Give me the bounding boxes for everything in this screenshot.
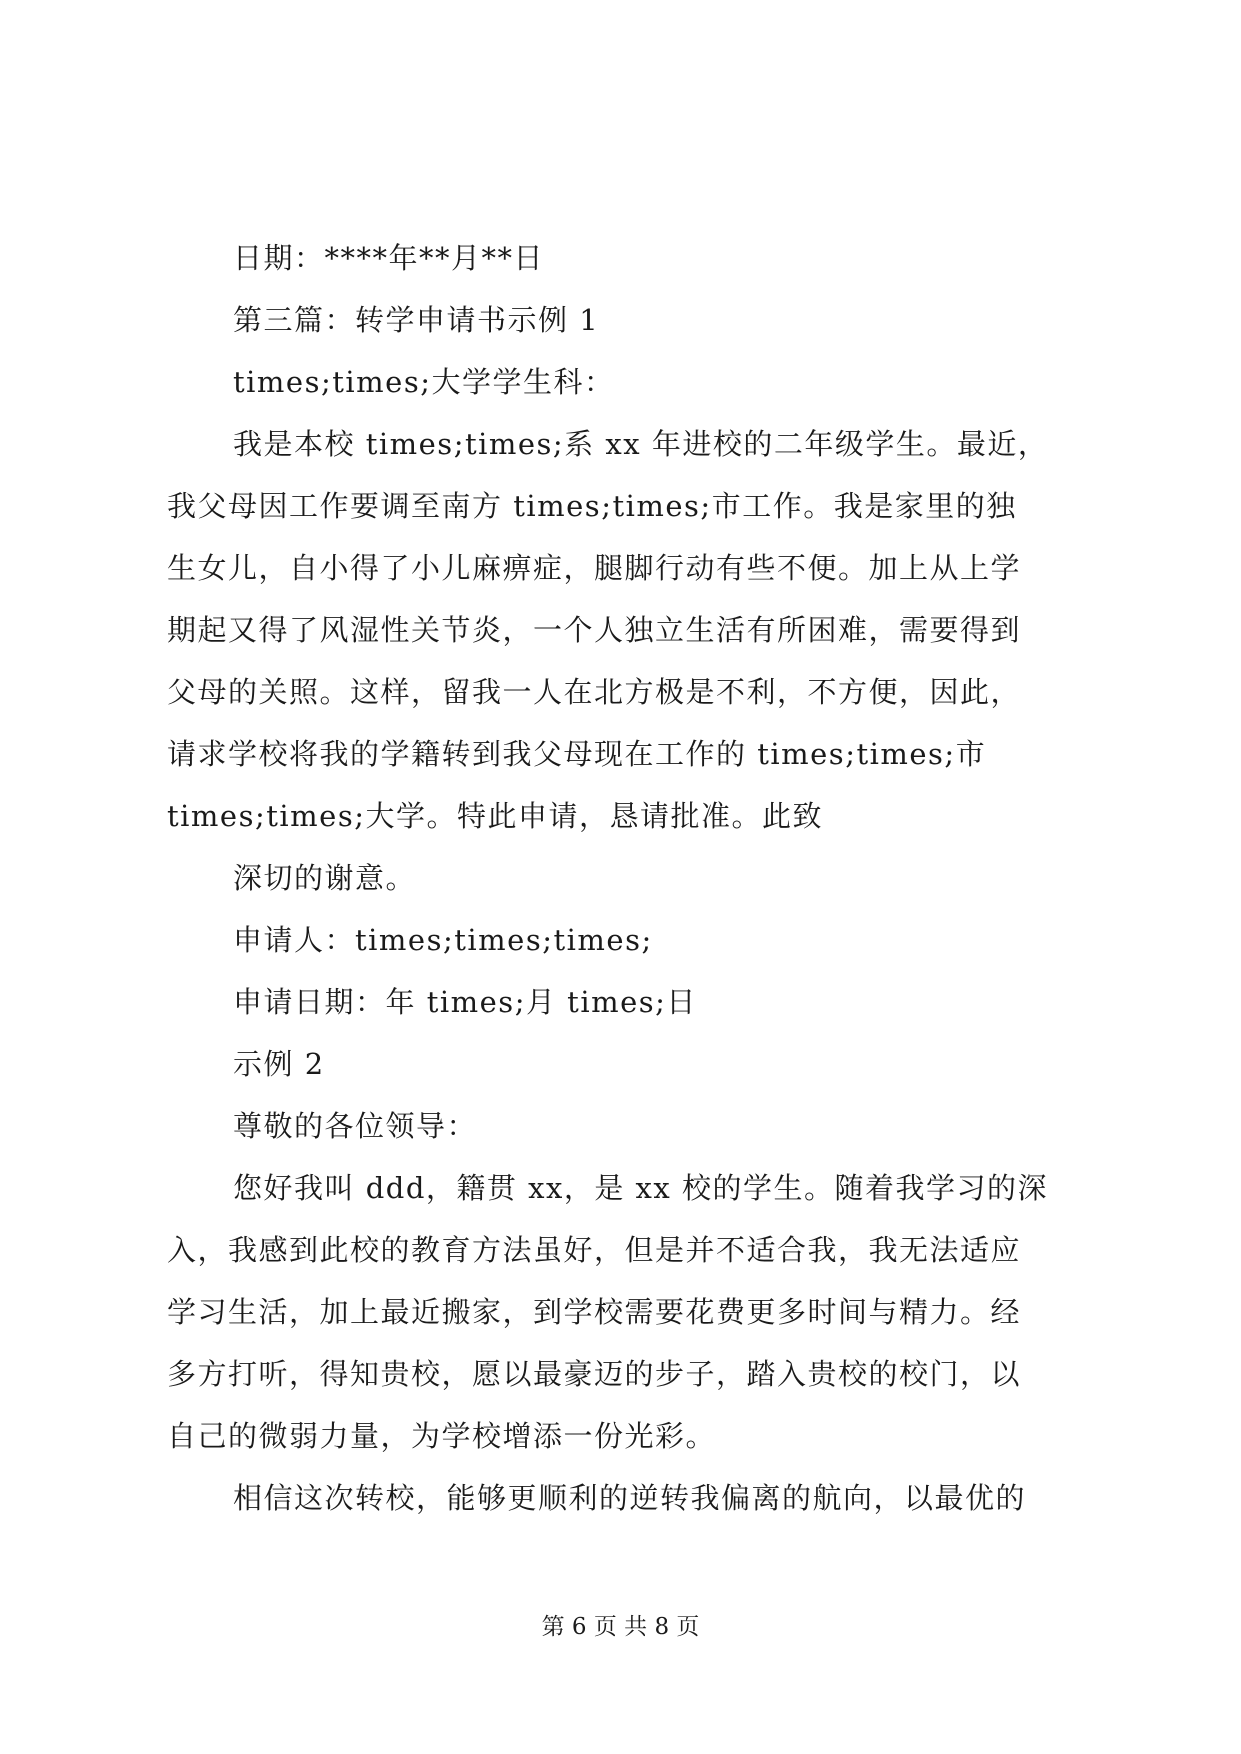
closing-line: 深切的谢意。 (233, 861, 417, 895)
paragraph-line: 学习生活，加上最近搬家，到学校需要花费更多时间与精力。经 (167, 1295, 1022, 1329)
paragraph-line: 多方打听，得知贵校，愿以最豪迈的步子，踏入贵校的校门，以 (167, 1357, 1022, 1391)
paragraph-line: 生女儿，自小得了小儿麻痹症，腿脚行动有些不便。加上从上学 (167, 551, 1022, 585)
paragraph-line: 父母的关照。这样，留我一人在北方极是不利，不方便，因此， (167, 675, 1022, 709)
section-heading: 第三篇：转学申请书示例 1 (233, 303, 600, 337)
paragraph-line: 请求学校将我的学籍转到我父母现在工作的 times;times;市 (167, 737, 987, 771)
paragraph-line: 您好我叫 ddd，籍贯 xx，是 xx 校的学生。随着我学习的深 (233, 1171, 1048, 1205)
paragraph-line: 自己的微弱力量，为学校增添一份光彩。 (167, 1419, 717, 1453)
salutation: 尊敬的各位领导： (233, 1109, 478, 1143)
page-number-footer: 第 6 页 共 8 页 (541, 1614, 700, 1640)
example-heading: 示例 2 (233, 1047, 325, 1081)
document-body (167, 227, 1087, 1529)
paragraph-line: 入，我感到此校的教育方法虽好，但是并不适合我，我无法适应 (167, 1233, 1022, 1267)
paragraph-line: 我是本校 times;times;系 xx 年进校的二年级学生。最近， (233, 427, 1049, 461)
paragraph-line: 期起又得了风湿性关节炎，一个人独立生活有所困难，需要得到 (167, 613, 1022, 647)
paragraph-line: 相信这次转校，能够更顺利的逆转我偏离的航向，以最优的 (233, 1481, 1027, 1515)
salutation: times;times;大学学生科： (233, 365, 615, 399)
applicant-line: 申请人：times;times;times; (233, 923, 653, 957)
application-date-line: 申请日期：年 times;月 times;日 (233, 985, 697, 1019)
date-line: 日期：****年**月**日 (233, 241, 545, 275)
paragraph-line: 我父母因工作要调至南方 times;times;市工作。我是家里的独 (167, 489, 1017, 523)
paragraph-line: times;times;大学。特此申请，恳请批准。此致 (167, 799, 823, 833)
